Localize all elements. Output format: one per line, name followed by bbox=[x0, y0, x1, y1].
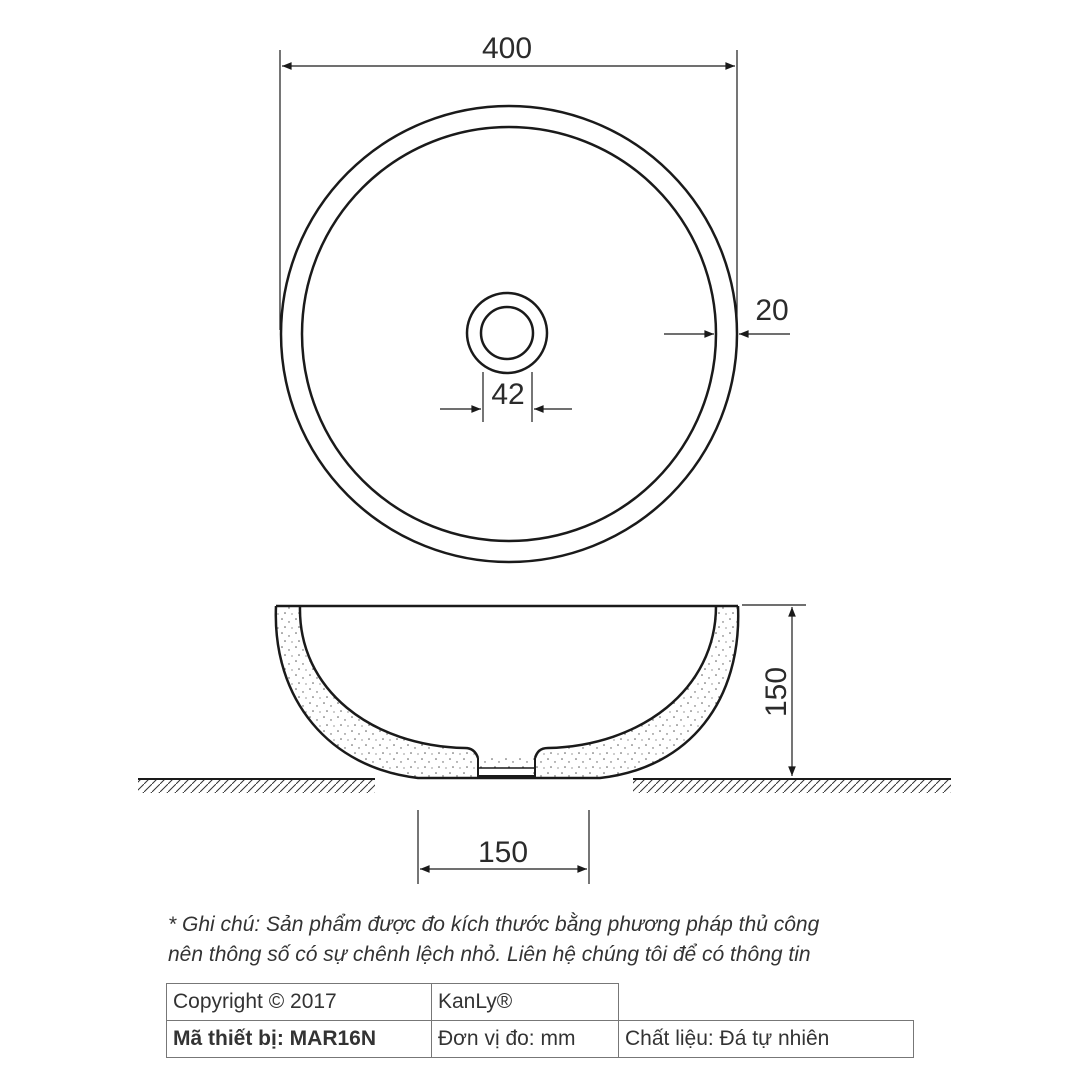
dimension-400-label: 400 bbox=[481, 32, 533, 65]
dimension-400 bbox=[280, 50, 737, 330]
copyright-cell: Copyright © 2017 bbox=[167, 984, 432, 1021]
dimension-20-label: 20 bbox=[755, 294, 789, 327]
info-row-2 bbox=[167, 1021, 914, 1058]
note-line-1: * Ghi chú: Sản phẩm được đo kích thước bằng phương pháp thủ công bbox=[168, 913, 820, 936]
info-table bbox=[166, 983, 914, 1058]
dimension-height-150-label: 150 bbox=[760, 666, 793, 718]
floor-right bbox=[633, 779, 951, 793]
floor-left bbox=[138, 779, 375, 793]
measurement-note bbox=[168, 910, 1068, 970]
empty-cell bbox=[619, 984, 914, 1021]
unit-cell: Đơn vị đo: mm bbox=[432, 1021, 619, 1058]
drain-inner-circle bbox=[481, 307, 533, 359]
side-view bbox=[276, 606, 738, 778]
material-cell: Chất liệu: Đá tự nhiên bbox=[619, 1021, 914, 1058]
brand-cell: KanLy® bbox=[432, 984, 619, 1021]
note-line-2: nên thông số có sự chênh lệch nhỏ. Liên hệ chúng tôi để có thông tin bbox=[168, 943, 811, 966]
drain-outer-circle bbox=[467, 293, 547, 373]
info-row-1 bbox=[167, 984, 914, 1021]
inner-rim-circle bbox=[302, 127, 716, 541]
dimension-42-label: 42 bbox=[491, 378, 525, 411]
dimension-base-150-label: 150 bbox=[477, 836, 529, 869]
model-code-cell: Mã thiết bị: MAR16N bbox=[167, 1021, 432, 1058]
